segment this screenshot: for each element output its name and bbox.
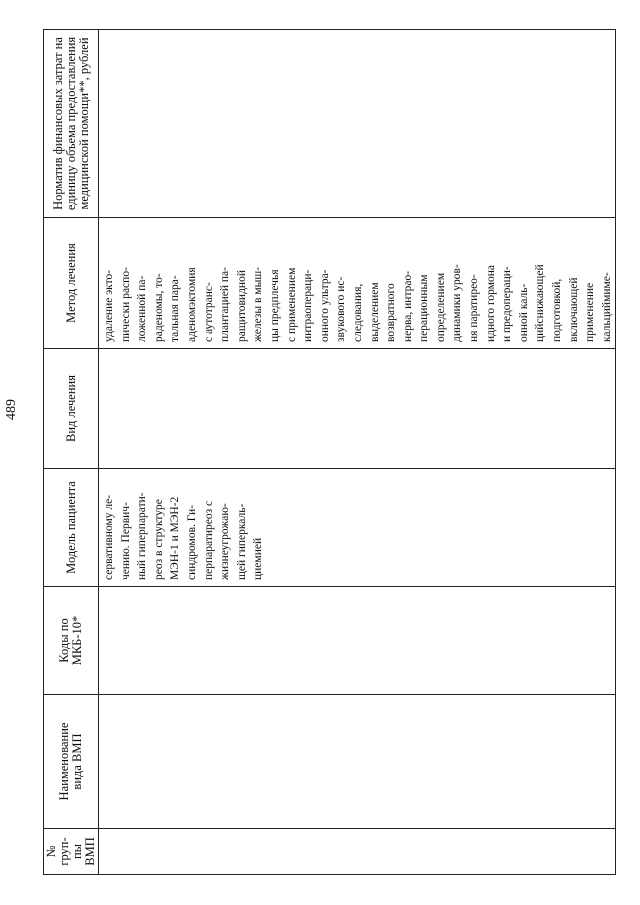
header-vmp-name: Наименование вида ВМП bbox=[44, 695, 99, 829]
header-treatment-type: Вид лечения bbox=[44, 349, 99, 469]
cell-icd-codes bbox=[99, 587, 616, 695]
header-icd-codes: Коды по МКБ-10* bbox=[44, 587, 99, 695]
header-cost-standard: Норматив финансовых затрат на единицу объема предоставления медицинской помощи**, рублей bbox=[44, 30, 99, 218]
table-row bbox=[99, 30, 616, 875]
cell-group-no bbox=[99, 829, 616, 875]
cell-vmp-name bbox=[99, 695, 616, 829]
header-treatment-method: Метод лечения bbox=[44, 218, 99, 349]
rotated-page bbox=[4, 30, 613, 875]
header-group-no: № груп- пы ВМП bbox=[44, 829, 99, 875]
page-number: 489 bbox=[4, 399, 19, 420]
cell-cost-standard bbox=[99, 30, 616, 218]
cell-patient-model: сервативному ле- чению. Первич- ный гиперпарати- реоз в структуре МЭН-1 и МЭН-2 синдромов. Ги- перпаратиреоз с жизнеугрожаю- щей гиперкаль- циемией bbox=[99, 469, 616, 587]
header-patient-model: Модель пациента bbox=[44, 469, 99, 587]
vmp-table bbox=[43, 29, 616, 875]
table-header-row bbox=[44, 30, 99, 875]
cell-treatment-type bbox=[99, 349, 616, 469]
cell-treatment-method: удаление экто- пически распо- ложенной па- раденомы, то- тальная пара- аденомэктомия с аутотранс- плантацией па- ращитовидной железы в мыш- цы предплечья с применением интраопераци- онного ультра- звукового ис- следования, выделением возвратного нерва, интрао- перационным определением динамики уров- ня паратирео- идного гормона и предопераци- онной каль- цийснижающей подготовкой, включающей применение кальциймиме- bbox=[99, 218, 616, 349]
